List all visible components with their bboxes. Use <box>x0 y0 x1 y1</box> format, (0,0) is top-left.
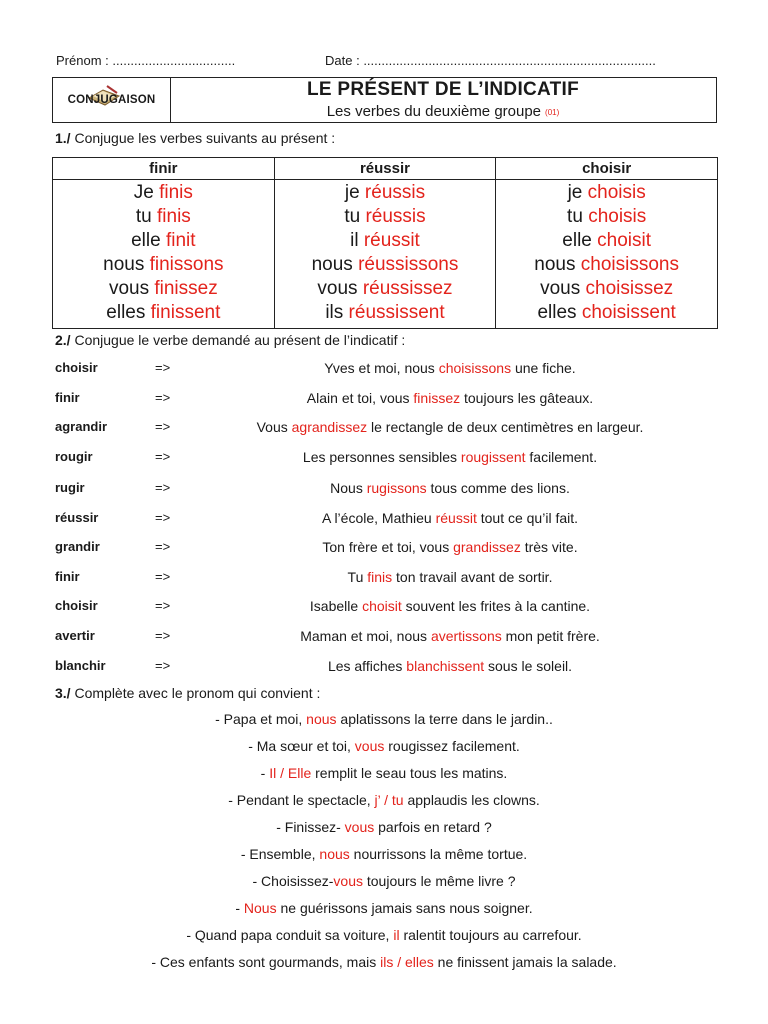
sentence-after: ne guérissons jamais sans nous soigner. <box>276 900 533 916</box>
conjugation-cell-reussir <box>274 180 496 329</box>
item-verb: réussir <box>55 510 99 525</box>
arrow-label: => <box>155 539 171 554</box>
arrow-label: => <box>155 658 171 673</box>
verb-form[interactable]: finissez <box>154 278 218 299</box>
verb-form[interactable]: réussis <box>364 182 426 203</box>
conj-line <box>275 205 496 229</box>
conj-line <box>496 229 717 253</box>
conj-line <box>53 277 274 301</box>
sentence-before: Alain et toi, vous <box>306 390 414 406</box>
pronoun: tu <box>344 206 361 227</box>
pronoun: nous <box>103 254 145 275</box>
conj-line <box>275 253 496 277</box>
pronoun: elles <box>537 302 577 323</box>
conjugation-row <box>53 180 718 329</box>
pronoun: je <box>567 182 583 203</box>
item-verb: avertir <box>55 628 95 643</box>
answer-text[interactable]: grandissez <box>453 539 521 555</box>
sentence-before: - Finissez- <box>276 819 345 835</box>
sentence-before: - Ensemble, <box>240 846 320 862</box>
exercise2-item <box>0 510 768 530</box>
answer-text[interactable]: vous <box>333 873 363 889</box>
verb-form[interactable]: réussissez <box>362 278 453 299</box>
page-title: LE PRÉSENT DE L’INDICATIF <box>306 79 580 100</box>
sentence-after: sous le soleil. <box>484 658 573 674</box>
sentence-before: Vous <box>256 419 292 435</box>
exercise2-item <box>0 480 768 500</box>
conjugation-cell-choisir <box>496 180 718 329</box>
arrow-label: => <box>155 419 171 434</box>
exercise3-heading <box>55 685 320 701</box>
sentence-before: - <box>260 765 270 781</box>
exercise3-item <box>0 738 768 754</box>
exercise2-item <box>0 539 768 559</box>
exercise2-item <box>0 360 768 380</box>
answer-text[interactable]: choisit <box>362 598 402 614</box>
sentence-after: tous comme des lions. <box>426 480 570 496</box>
answer-text[interactable]: finis <box>367 569 393 585</box>
conjugation-cell-finir <box>53 180 275 329</box>
item-sentence <box>170 658 730 674</box>
verb-form[interactable]: choisissent <box>581 302 676 323</box>
exercise3-item <box>0 927 768 943</box>
sentence-after: souvent les frites à la cantine. <box>401 598 591 614</box>
conj-line <box>496 205 717 229</box>
item-sentence <box>170 360 730 376</box>
exercise1-heading <box>55 130 335 146</box>
answer-text[interactable]: vous <box>344 819 375 835</box>
sentence-after: rougissez facilement. <box>384 738 520 754</box>
answer-text[interactable]: rougissent <box>460 449 526 465</box>
date-label: Date : <box>325 53 360 68</box>
answer-text[interactable]: ils / elles <box>380 954 434 970</box>
pronoun: elles <box>106 302 146 323</box>
pronoun: il <box>350 230 359 251</box>
exercise3-item <box>0 765 768 781</box>
sentence-before: Les affiches <box>327 658 407 674</box>
sentence-before: - <box>235 900 244 916</box>
conjugation-table <box>52 157 718 329</box>
verb-form[interactable]: choisissez <box>585 278 674 299</box>
sentence-after: toujours le même livre ? <box>362 873 516 889</box>
table-header-row <box>53 158 718 180</box>
sentence-before: Yves et moi, nous <box>324 360 439 376</box>
arrow-label: => <box>155 628 171 643</box>
item-verb: grandir <box>55 539 100 554</box>
pronoun: nous <box>534 254 576 275</box>
exercise3-item <box>0 792 768 808</box>
pronoun: vous <box>317 278 358 299</box>
sentence-before: - Papa et moi, <box>215 711 307 727</box>
sentence-before: Maman et moi, nous <box>300 628 431 644</box>
item-verb: choisir <box>55 360 98 375</box>
exercise3-instruction: Complète avec le pronom qui convient : <box>74 685 321 701</box>
exercise3-item <box>0 954 768 970</box>
answer-text[interactable]: nous <box>306 711 337 727</box>
sentence-before: - Ma sœur et toi, <box>248 738 355 754</box>
page-subtitle <box>170 103 716 120</box>
answer-text[interactable]: agrandissez <box>291 419 368 435</box>
answer-text[interactable]: Il / Elle <box>269 765 312 781</box>
exercise2-instruction: Conjugue le verbe demandé au présent de l’indicatif : <box>74 332 406 348</box>
pronoun: elle <box>562 230 592 251</box>
conjugaison-badge <box>53 78 171 122</box>
answer-text[interactable]: Nous <box>243 900 277 916</box>
sentence-after: applaudis les clowns. <box>403 792 540 808</box>
conj-line <box>53 253 274 277</box>
verb-form[interactable]: finis <box>157 206 191 227</box>
arrow-label: => <box>155 480 171 495</box>
verb-form[interactable]: finissons <box>149 254 224 275</box>
conj-line <box>53 205 274 229</box>
sentence-before: - Choisissez- <box>252 873 334 889</box>
exercise2-item <box>0 419 768 439</box>
sentence-after: ralentit toujours au carrefour. <box>399 927 582 943</box>
pronoun: vous <box>108 278 150 299</box>
answer-text[interactable]: j’ / tu <box>374 792 404 808</box>
sheet-number: (01) <box>545 108 560 117</box>
pronoun: tu <box>567 206 583 227</box>
arrow-label: => <box>155 510 171 525</box>
exercise3-item <box>0 873 768 889</box>
verb-header-2: réussir <box>274 158 496 180</box>
pronoun: tu <box>135 206 152 227</box>
sentence-before: A l’école, Mathieu <box>321 510 436 526</box>
prenom-dots: .................................. <box>112 53 236 68</box>
sentence-before: - Quand papa conduit sa voiture, <box>186 927 394 943</box>
verb-form[interactable]: réussissent <box>348 302 445 323</box>
conj-line <box>275 277 496 301</box>
item-verb: choisir <box>55 598 98 613</box>
item-sentence <box>170 569 730 585</box>
item-sentence <box>170 628 730 644</box>
item-sentence <box>170 598 730 614</box>
answer-text[interactable]: il <box>393 927 400 943</box>
verb-form[interactable]: réussissons <box>358 254 459 275</box>
exercise2-heading <box>55 332 405 348</box>
verb-header-1: finir <box>53 158 275 180</box>
sentence-after: tout ce qu’il fait. <box>476 510 579 526</box>
conj-line <box>496 253 717 277</box>
pronoun: je <box>344 182 360 203</box>
pronoun: vous <box>540 278 581 299</box>
badge-label: CONJUGAISON <box>67 94 156 106</box>
sentence-before: Ton frère et toi, vous <box>322 539 454 555</box>
pronoun: nous <box>311 254 353 275</box>
verb-form[interactable]: choisis <box>587 182 646 203</box>
exercise1-number: 1./ <box>55 130 71 146</box>
answer-text[interactable]: choisissons <box>438 360 512 376</box>
answer-text[interactable]: blanchissent <box>406 658 485 674</box>
sentence-after: facilement. <box>525 449 598 465</box>
conj-line <box>53 301 274 325</box>
exercise3-number: 3./ <box>55 685 71 701</box>
subtitle-text: Les verbes du deuxième groupe <box>326 103 542 120</box>
exercise2-item <box>0 569 768 589</box>
conj-line <box>496 181 717 205</box>
sentence-after: ne finissent jamais la salade. <box>433 954 617 970</box>
exercise2-item <box>0 449 768 469</box>
answer-text[interactable]: finissez <box>413 390 461 406</box>
item-sentence <box>170 419 730 435</box>
title-block <box>52 77 717 123</box>
sentence-after: parfois en retard ? <box>374 819 492 835</box>
sentence-after: aplatissons la terre dans le jardin.. <box>336 711 553 727</box>
item-verb: rugir <box>55 480 85 495</box>
sentence-after: ton travail avant de sortir. <box>392 569 553 585</box>
exercise3-item <box>0 900 768 916</box>
conj-line <box>275 229 496 253</box>
exercise2-item <box>0 628 768 648</box>
conj-line <box>496 301 717 325</box>
exercise3-item <box>0 819 768 835</box>
item-sentence <box>170 480 730 496</box>
exercise2-number: 2./ <box>55 332 71 348</box>
verb-form[interactable]: finissent <box>150 302 221 323</box>
sentence-before: Nous <box>330 480 367 496</box>
answer-text[interactable]: réussit <box>435 510 477 526</box>
exercise2-item <box>0 598 768 618</box>
arrow-label: => <box>155 569 171 584</box>
exercise3-item <box>0 846 768 862</box>
verb-form[interactable]: choisit <box>597 230 652 251</box>
sentence-after: une fiche. <box>511 360 576 376</box>
verb-form[interactable]: réussis <box>365 206 426 227</box>
item-verb: blanchir <box>55 658 106 673</box>
item-sentence <box>170 539 730 555</box>
sentence-after: nourrissons la même tortue. <box>349 846 528 862</box>
conj-line <box>53 181 274 205</box>
item-verb: agrandir <box>55 419 108 434</box>
sentence-after: très vite. <box>520 539 578 555</box>
conj-line <box>53 229 274 253</box>
item-verb: rougir <box>55 449 93 464</box>
arrow-label: => <box>155 360 171 375</box>
arrow-label: => <box>155 390 171 405</box>
exercise1-instruction: Conjugue les verbes suivants au présent : <box>74 130 336 146</box>
prenom-label: Prénom : <box>56 53 109 68</box>
prenom-field[interactable] <box>56 53 235 68</box>
exercise2-item <box>0 658 768 678</box>
verb-header-3: choisir <box>496 158 718 180</box>
item-sentence <box>170 449 730 465</box>
sentence-before: Tu <box>347 569 368 585</box>
sentence-after: toujours les gâteaux. <box>460 390 594 406</box>
conj-line <box>275 181 496 205</box>
item-sentence <box>170 390 730 406</box>
exercise2-item <box>0 390 768 410</box>
answer-text[interactable]: vous <box>354 738 385 754</box>
date-field[interactable] <box>325 53 656 68</box>
item-sentence <box>170 510 730 526</box>
conj-line <box>275 301 496 325</box>
verb-form[interactable]: réussit <box>363 230 420 251</box>
exercise3-item <box>0 711 768 727</box>
date-dots: ................................................................................. <box>363 53 656 68</box>
pronoun: ils <box>325 302 344 323</box>
sentence-after: remplit le seau tous les matins. <box>311 765 508 781</box>
verb-form[interactable]: finis <box>159 182 193 203</box>
item-verb: finir <box>55 390 80 405</box>
verb-form[interactable]: choisissons <box>580 254 679 275</box>
sentence-before: - Ces enfants sont gourmands, mais <box>151 954 381 970</box>
verb-form[interactable]: choisis <box>588 206 647 227</box>
answer-text[interactable]: nous <box>319 846 350 862</box>
pronoun: Je <box>133 182 154 203</box>
arrow-label: => <box>155 449 171 464</box>
answer-text[interactable]: avertissons <box>430 628 502 644</box>
sentence-before: - Pendant le spectacle, <box>228 792 375 808</box>
sentence-after: mon petit frère. <box>501 628 600 644</box>
answer-text[interactable]: rugissons <box>366 480 427 496</box>
arrow-label: => <box>155 598 171 613</box>
item-verb: finir <box>55 569 80 584</box>
sentence-before: Isabelle <box>309 598 363 614</box>
sentence-before: Les personnes sensibles <box>302 449 461 465</box>
conj-line <box>496 277 717 301</box>
sentence-after: le rectangle de deux centimètres en largeur. <box>367 419 644 435</box>
verb-form[interactable]: finit <box>165 230 196 251</box>
pronoun: elle <box>131 230 161 251</box>
